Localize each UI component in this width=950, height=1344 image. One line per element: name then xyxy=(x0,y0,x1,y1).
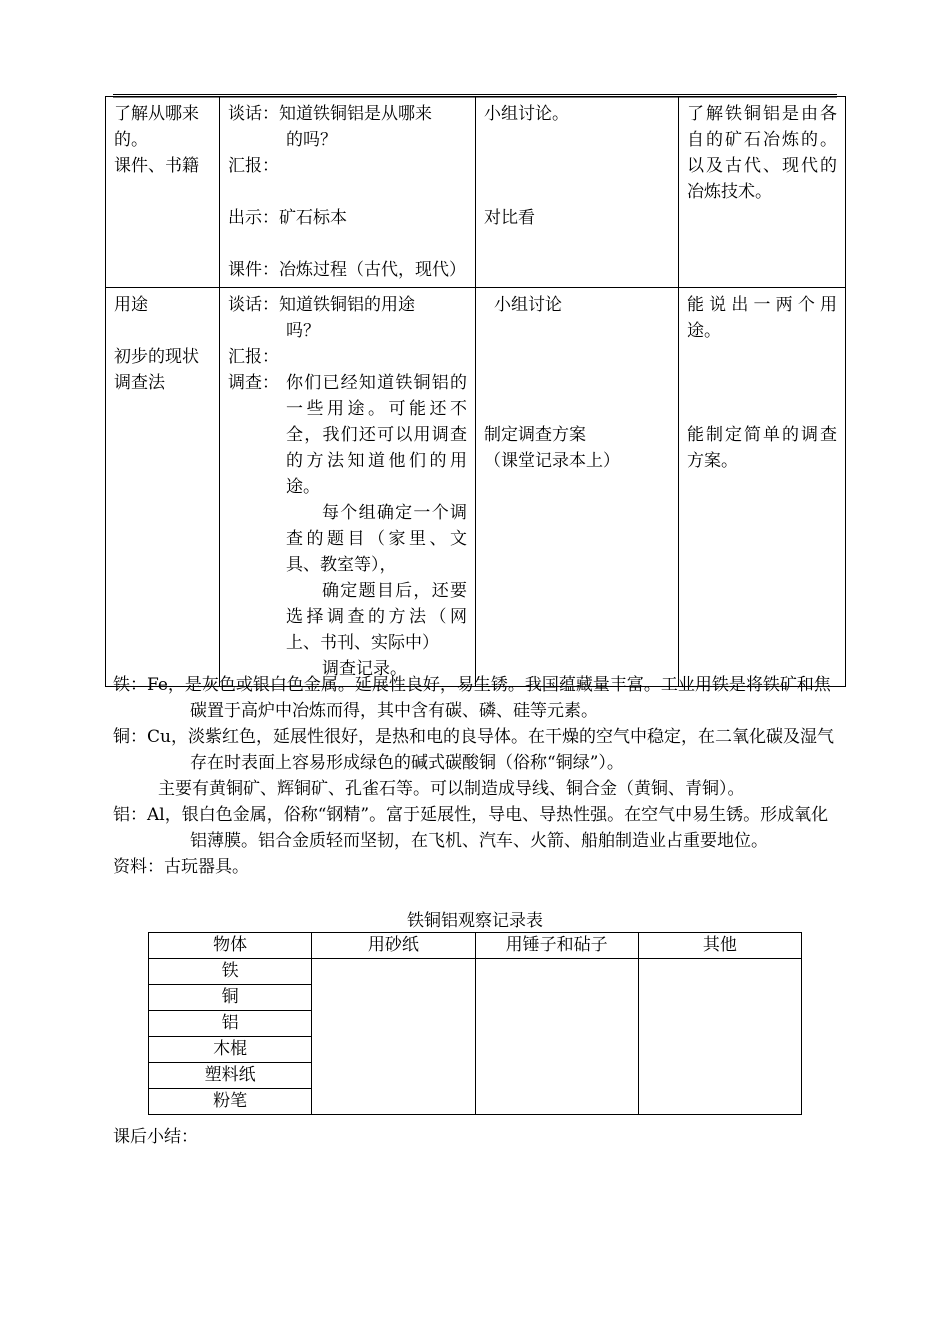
header-hammer-anvil: 用锤子和砧子 xyxy=(475,933,638,959)
row2-c3-line3: （课堂记录本上） xyxy=(484,451,620,471)
row2-group-text: 每个组确定一个调查的题目（家里、文具、教室等）， xyxy=(286,503,467,575)
note-materials: 资料：古玩器具。 xyxy=(113,857,249,877)
object-chalk: 粉笔 xyxy=(149,1089,312,1115)
row2-report: 汇报： xyxy=(228,347,279,367)
top-rule xyxy=(113,94,837,95)
object-wood-stick: 木棍 xyxy=(149,1037,312,1063)
row2-c4-line1: 能说出一两个用途。 xyxy=(687,295,837,341)
note-aluminum: 铝：Al，银白色金属，俗称“钢精”。富于延展性，导电、导热性强。在空气中易生锈。形成氧化铝薄膜。铝合金质轻而坚韧，在飞机、汽车、火箭、船舶制造业占重要地位。 xyxy=(113,805,829,851)
row1-c1-line3: 课件、书籍 xyxy=(114,156,199,176)
row1-talk-text1: 知道铁铜铝是从哪来 xyxy=(279,104,432,124)
row1-c3-line2: 对比看 xyxy=(484,208,535,228)
row1-c1-line2: 的。 xyxy=(114,130,148,150)
row2-outcome-cell xyxy=(679,288,846,687)
other-column-blank xyxy=(638,959,801,1115)
row1-c3-line1: 小组讨论。 xyxy=(484,104,569,124)
observation-header-row xyxy=(149,933,802,959)
note-copper-ore: 主要有黄铜矿、辉铜矿、孔雀石等。可以制造成导线、铜合金（黄铜、青铜）。 xyxy=(158,779,745,799)
row1-talk-label: 谈话： xyxy=(228,104,279,124)
lesson-row-uses xyxy=(106,288,846,687)
row1-report: 汇报： xyxy=(228,156,279,176)
object-iron: 铁 xyxy=(149,959,312,985)
post-class-summary: 课后小结： xyxy=(113,1127,198,1147)
row2-goal-cell xyxy=(106,288,220,687)
header-sandpaper: 用砂纸 xyxy=(312,933,475,959)
row2-c1-line2: 初步的现状 xyxy=(114,347,199,367)
row1-show: 出示：矿石标本 xyxy=(228,208,347,228)
row2-record: 调查记录。 xyxy=(322,659,407,679)
object-aluminum: 铝 xyxy=(149,1011,312,1037)
lesson-table xyxy=(105,96,846,687)
material-notes xyxy=(113,672,843,880)
row2-talk-label: 谈话： xyxy=(228,295,279,315)
row2-c4-line2: 能制定简单的调查方案。 xyxy=(687,425,837,471)
table-row xyxy=(149,959,802,985)
row1-outcome-cell: 了解铁铜铝是由各自的矿石冶炼的。以及古代、现代的冶炼技术。 xyxy=(679,97,846,288)
row2-process-cell xyxy=(220,288,476,687)
row2-survey-text: 你们已经知道铁铜铝的一些用途。可能还不全，我们还可以用调查的方法知道他们的用途。 xyxy=(286,373,467,497)
object-copper: 铜 xyxy=(149,985,312,1011)
row1-goal-cell xyxy=(106,97,220,288)
object-plastic-paper: 塑料纸 xyxy=(149,1063,312,1089)
row2-talk-text1: 知道铁铜铝的用途 xyxy=(279,295,415,315)
header-object: 物体 xyxy=(149,933,312,959)
row2-c1-line1: 用途 xyxy=(114,295,148,315)
row1-student-cell xyxy=(476,97,679,288)
row1-courseware: 课件：冶炼过程（古代，现代） xyxy=(228,260,466,280)
observation-table xyxy=(148,932,802,1115)
row2-topic-text: 确定题目后，还要选择调查的方法（网上、书刊、实际中） xyxy=(286,581,467,653)
row2-c1-line3: 调查法 xyxy=(114,373,165,393)
row2-talk-text2: 吗？ xyxy=(286,321,320,341)
hammer-column-blank xyxy=(475,959,638,1115)
row2-c3-line1: 小组讨论 xyxy=(494,295,562,315)
row1-talk-text2: 的吗？ xyxy=(286,130,337,150)
header-other: 其他 xyxy=(638,933,801,959)
note-copper: 铜：Cu，淡紫红色，延展性很好，是热和电的良导体。在干燥的空气中稳定，在二氧化碳及湿气存在时表面上容易形成绿色的碱式碳酸铜（俗称“铜绿”）。 xyxy=(113,727,834,773)
row2-survey-label: 调查： xyxy=(228,373,279,393)
observation-table-title: 铁铜铝观察记录表 xyxy=(407,911,543,931)
note-iron: 铁：Fe，是灰色或银白色金属。延展性良好，易生锈。我国蕴藏量丰富。工业用铁是将铁矿和焦碳置于高炉中冶炼而得，其中含有碳、磷、硅等元素。 xyxy=(113,675,831,721)
sandpaper-column-blank xyxy=(312,959,475,1115)
row1-c1-line1: 了解从哪来 xyxy=(114,104,199,124)
row1-process-cell xyxy=(220,97,476,288)
row2-student-cell xyxy=(476,288,679,687)
row2-c3-line2: 制定调查方案 xyxy=(484,425,586,445)
lesson-row-origin xyxy=(106,97,846,288)
